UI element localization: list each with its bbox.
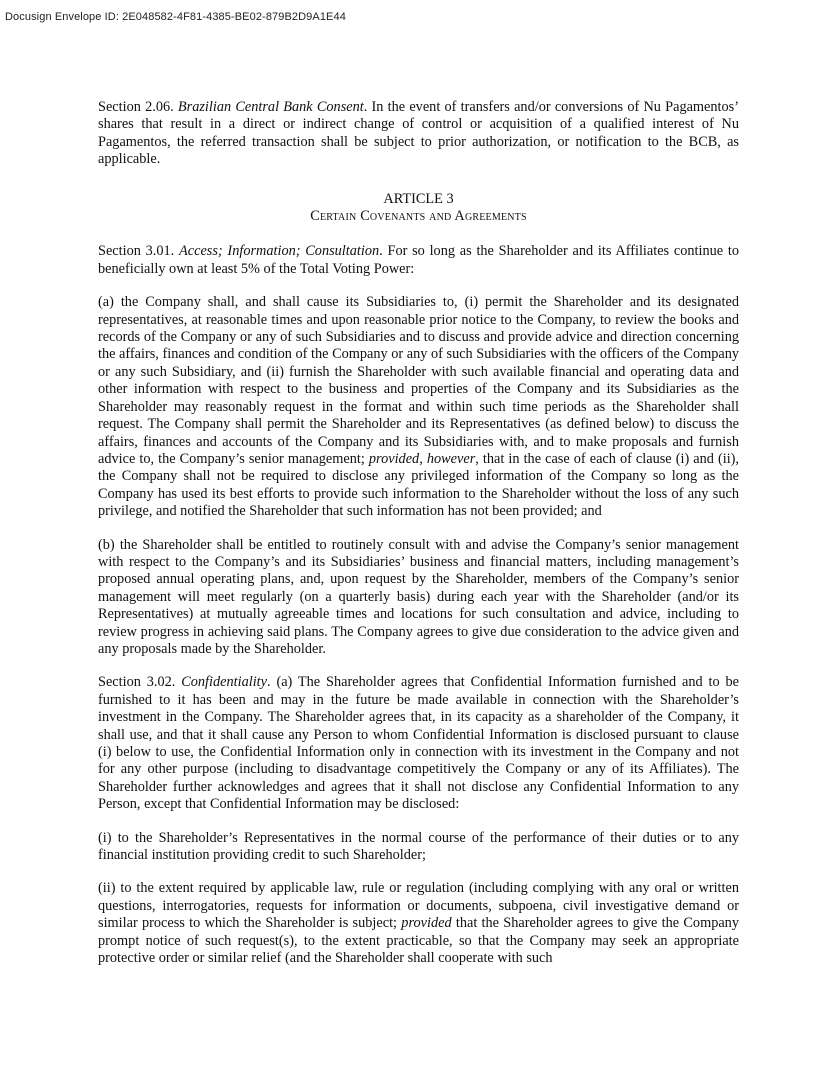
section-3-01-body: . For so long as the Shareholder and its Affiliates continue to beneficially own at least 5% of the Total Voting Power: — [98, 243, 739, 277]
clause-ii-text: (ii) to the extent required by applicable law, rule or regulation (including complying with any oral or written questions, interrogatories, requests for information or documents, subpoena, civil investigative demand or similar process to which the Shareholder is subject; — [98, 880, 739, 932]
section-2-06 — [98, 99, 739, 169]
section-3-02 — [98, 674, 739, 813]
paragraph-a — [98, 294, 739, 520]
section-2-06-title: Brazilian Central Bank Consent — [177, 99, 364, 115]
section-2-06-body: . In the event of transfers and/or conversions of Nu Pagamentos’ shares that result in a direct or indirect change of control or acquisition of a qualified interest of Nu Pagamentos, the referred transaction shall be subject to prior authorization, or notification to the BCB, as applicable. — [98, 99, 739, 168]
clause-ii-rest: that the Shareholder agrees to give the Company prompt notice of such request(s), to the extent practicable, so that the Company may seek an appropriate protective order or similar relief (and the Shareholder shall cooperate with such — [98, 915, 739, 967]
document-page — [98, 99, 739, 983]
section-3-01-number: Section 3.01. — [98, 243, 180, 260]
section-2-06-number: Section 2.06. — [98, 99, 178, 115]
section-3-02-body: . (a) The Shareholder agrees that Confidential Information furnished and to be furnished to it has been and may in the future be made available in connection with the Shareholder’s investment in the Company. The Shareholder agrees that, in its capacity as a shareholder of the Company, it shall use, and that it shall cause any Person to whom Confidential Information is disclosed pursuant to clause (i) below to use, the Confidential Information only in connection with its investment in the Company and not for any other purpose (including to disadvantage competitively the Company or any of its Affiliates). The Shareholder further acknowledges and agrees that it shall not disclose any Confidential Information to any Person, except that Confidential Information may be disclosed: — [98, 674, 739, 813]
clause-i: (i) to the Shareholder’s Representatives in the normal course of the performance of their duties or to any financial institution providing credit to such Shareholder; — [98, 829, 739, 864]
section-3-01-title: Access; Information; Consultation — [179, 243, 380, 260]
section-3-01 — [98, 243, 739, 278]
envelope-id: Docusign Envelope ID: 2E048582-4F81-4385-BE02-879B2D9A1E44 — [5, 11, 346, 23]
paragraph-a-text: (a) the Company shall, and shall cause its Subsidiaries to, (i) permit the Shareholder and its designated representatives, at reasonable times and upon reasonable prior notice to the Company, to review the books and records of the Company or any of such Subsidiaries and to discuss and provide advice and direction concerning the affairs, finances and condition of the Company or any of such Subsidiaries with the officers of the Company or any such Subsidiary, and (ii) furnish the Shareholder with such available financial and operating data and other information with respect to the business and properties of the Company and its Subsidiaries as the Shareholder may reasonably request in the format and within such time periods as the Shareholder shall request. The Company shall permit the Shareholder and its Representatives (as defined below) to discuss the affairs, finances and accounts of the Company and its Subsidiaries with, and to make proposals and furnish advice to, the Company’s senior management; — [98, 294, 739, 467]
paragraph-a-proviso: provided, however — [368, 450, 476, 467]
paragraph-a-rest: , that in the case of each of clause (i) and (ii), the Company shall not be required to disclose any privileged information of the Company so long as the Company has used its best efforts to provide such information to the Shareholder without the loss of any such privilege, and notified the Shareholder that such information has not been provided; and — [98, 450, 740, 520]
section-3-02-number: Section 3.02. — [98, 674, 182, 691]
clause-ii-proviso: provided — [401, 915, 452, 932]
paragraph-b: (b) the Shareholder shall be entitled to routinely consult with and advise the Company’s senior management with respect to the Company’s and its Subsidiaries’ business and financial matters, including management’s proposed annual operating plans, and, upon request by the Shareholder, members of the Company’s senior management will meet regularly (on a quarterly basis) during each year with the Shareholder (and/or its Representatives) at mutually agreeable times and locations for such consultation and advice, including to review progress in achieving said plans. The Company agrees to give due consideration to the advice given and any proposals made by the Shareholder. — [98, 536, 739, 657]
section-3-02-title: Confidentiality — [181, 674, 267, 691]
article-number: ARTICLE 3 — [383, 190, 454, 207]
article-heading — [98, 191, 739, 226]
article-title: Certain Covenants and Agreements — [310, 208, 527, 225]
clause-ii — [98, 880, 739, 967]
